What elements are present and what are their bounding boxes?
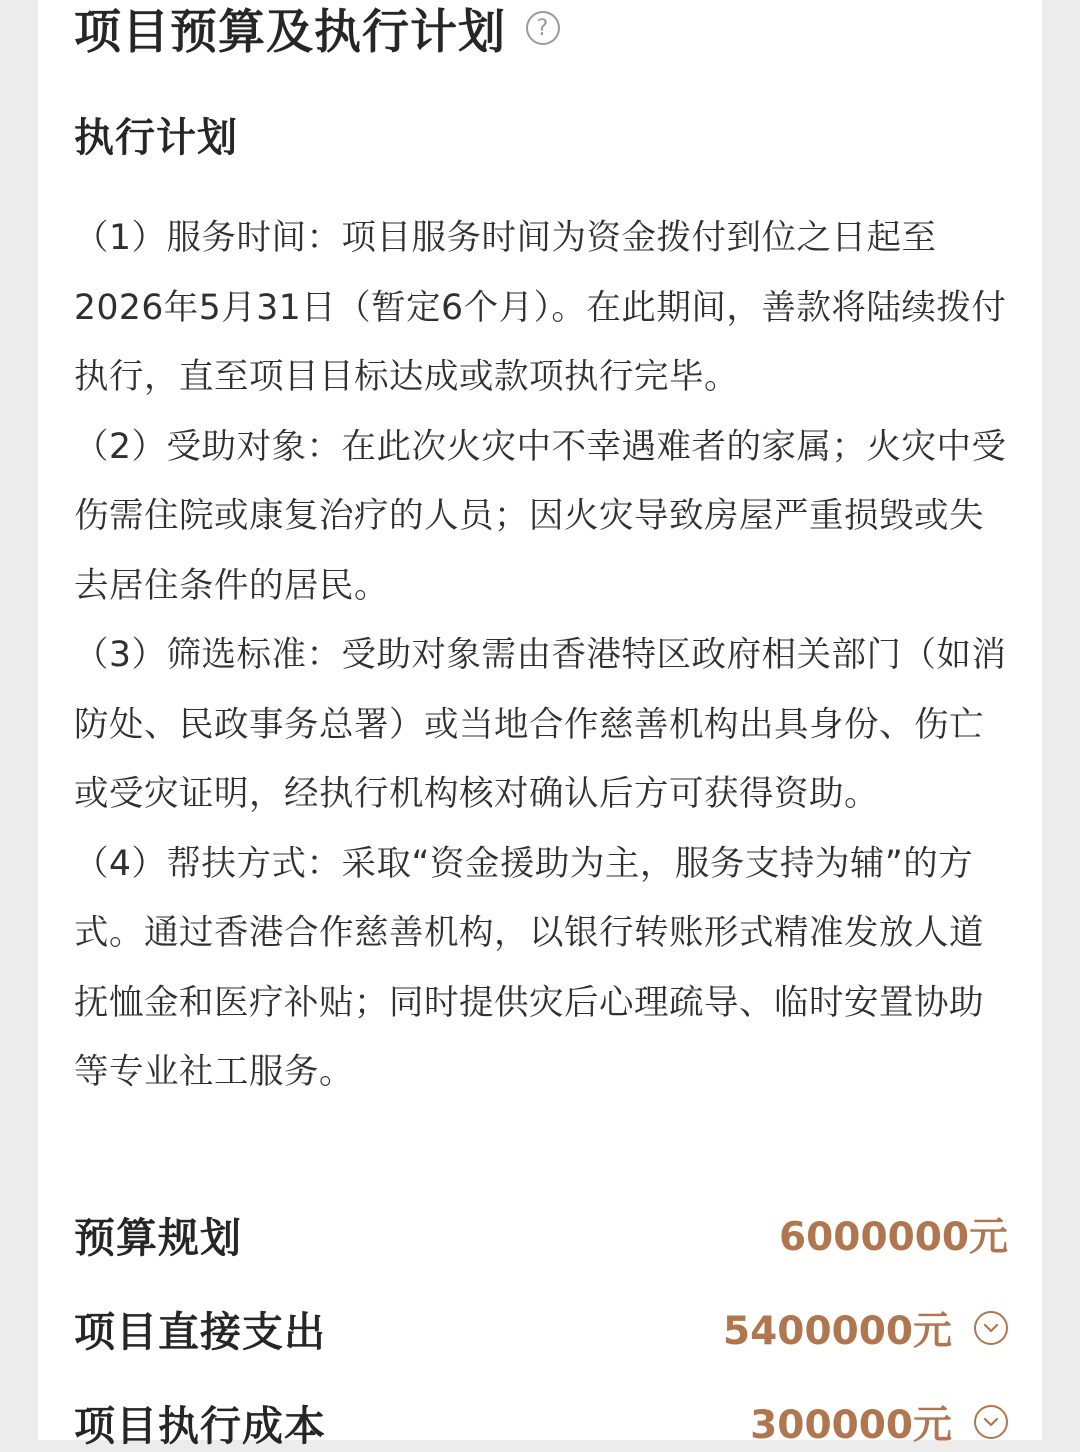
page-title xyxy=(74,0,560,60)
page-title-text: 项目预算及执行计划 xyxy=(74,4,506,60)
direct-expense-label: 项目直接支出 xyxy=(74,1307,326,1356)
plan-item-beneficiaries: （2）受助对象：在此次火灾中不幸遇难者的家属；火灾中受伤需住院或康复治疗的人员；因火灾导致房屋严重损毁或失去居住条件的居民。 xyxy=(74,426,1007,606)
direct-expense-row[interactable] xyxy=(74,1298,1008,1358)
help-icon[interactable]: ? xyxy=(526,11,560,45)
chevron-down-icon[interactable] xyxy=(974,1405,1008,1439)
execution-plan-text xyxy=(74,204,1009,1108)
budget-total-row xyxy=(74,1204,1008,1264)
section-title-execution-plan: 执行计划 xyxy=(74,114,238,161)
plan-item-criteria: （3）筛选标准：受助对象需由香港特区政府相关部门（如消防处、民政事务总署）或当地合作慈善机构出具身份、伤亡或受灾证明，经执行机构核对确认后方可获得资助。 xyxy=(74,635,1007,814)
budget-total-value: 6000000元 xyxy=(779,1215,1008,1260)
execution-cost-row[interactable] xyxy=(74,1392,1008,1452)
plan-item-assistance-method: （4）帮扶方式：采取“资金援助为主，服务支持为辅”的方式。通过香港合作慈善机构，以银行转账形式精准发放人道抚恤金和医疗补贴；同时提供灾后心理疏导、临时安置协助等专业社工服务。 xyxy=(74,843,984,1092)
direct-expense-value: 5400000元 xyxy=(723,1309,952,1354)
execution-cost-value: 300000元 xyxy=(750,1403,952,1448)
plan-item-service-time: （1）服务时间：项目服务时间为资金拨付到位之日起至2026年5月31日（暂定6个月）。在此期间，善款将陆续拨付执行，直至项目目标达成或款项执行完毕。 xyxy=(74,218,1007,397)
execution-cost-label: 项目执行成本 xyxy=(74,1401,326,1450)
budget-total-label: 预算规划 xyxy=(74,1213,242,1262)
chevron-down-icon[interactable] xyxy=(974,1311,1008,1345)
